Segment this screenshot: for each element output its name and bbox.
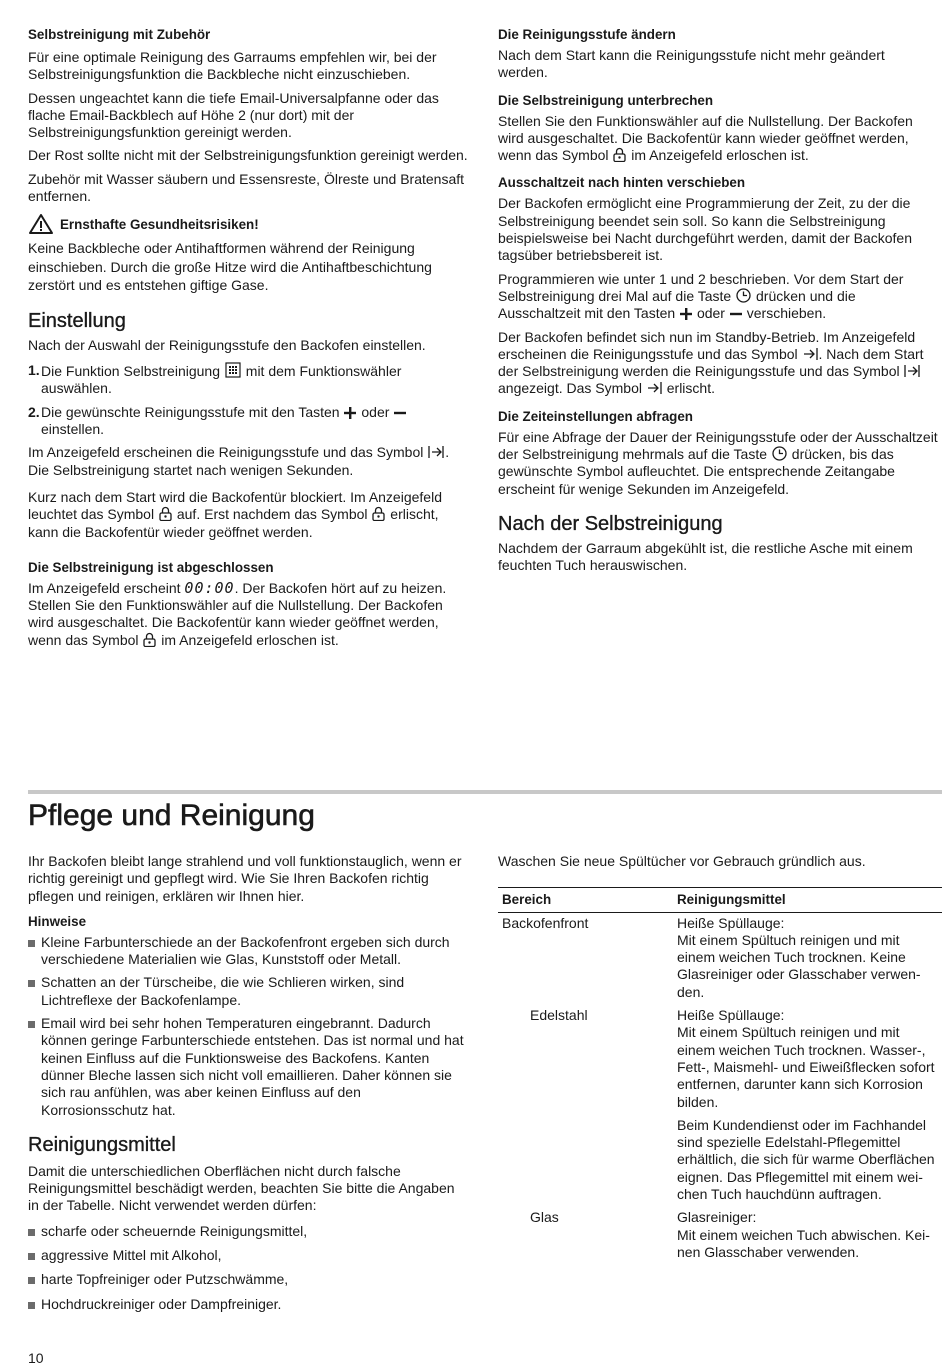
right-column	[498, 26, 938, 575]
warning-title: Ernsthafte Gesundheitsrisiken!	[60, 216, 259, 232]
list-item: Kleine Farbunterschiede an der Backofenfront ergeben sich durch verschiedene Materialien wie Glas, Kunststoff oder Metall.	[28, 934, 468, 969]
bullet-icon	[28, 1021, 35, 1028]
page-title: Pflege und Reinigung	[28, 799, 315, 832]
bullet-icon	[28, 980, 35, 987]
paragraph: Waschen Sie neue Spültücher vor Gebrauch gründlich aus.	[498, 853, 866, 869]
lock-icon	[372, 506, 385, 521]
agent-cell: Heiße Spüllauge: Mit einem Spültuch reinigen und mit einem weichen Tuch trocknen. Keine Glasreiniger oder Glasschaber verwenden.	[677, 914, 921, 1000]
lock-icon	[159, 506, 172, 521]
column-header-area: Bereich	[498, 888, 673, 912]
after-cleaning-title: Nach der Selbstreinigung	[498, 512, 723, 535]
table-header-row	[498, 888, 942, 912]
paragraph: Nach dem Start kann die Reinigungsstufe nicht mehr geändert werden.	[498, 47, 885, 81]
paragraph: Nachdem der Garraum abgekühlt ist, die restliche Asche mit einem feuchten Tuch herauswischen.	[498, 539, 913, 574]
warning-text: Keine Backbleche oder Antihaftformen während der Reinigung einschieben. Durch die große Hitze wird die Antihaftbeschichtung zerstört und es entstehen giftige Gase.	[28, 240, 432, 294]
paragraph: Der Backofen befindet sich nun im Standby-Betrieb. Im Anzeigefeld erscheinen die Reinigungsstufe und das Symbol . Nach dem Start der Selbstreinigung werden die Reinigungsstufe und das Symbol angezeigt. Das Symbol erlischt.	[498, 328, 924, 397]
bullet-icon	[28, 1277, 35, 1284]
section-heading: Die Selbstreinigung unterbrechen	[498, 92, 714, 108]
warning-triangle-icon	[28, 213, 54, 235]
step-item: 2. Die gewünschte Reinigungsstufe mit den Tasten oder einstellen.	[28, 404, 468, 439]
paragraph: Stellen Sie den Funktionswähler auf die Nullstellung. Der Backofen wird ausgeschaltet. Die Backofentür kann wieder geöffnet werden, wenn das Symbol im Anzeigefeld erloschen ist.	[498, 112, 913, 164]
section-divider	[28, 790, 942, 794]
steps-list	[28, 362, 468, 438]
paragraph: Nach der Auswahl der Reinigungsstufe den Backofen einstellen.	[28, 336, 426, 353]
self-cleaning-grid-icon	[225, 362, 241, 378]
clock-icon	[736, 288, 751, 303]
plus-icon	[680, 308, 692, 320]
area-cell: Backofenfront	[502, 914, 589, 931]
paragraph: Im Anzeigefeld erscheint 00:00. Der Backofen hört auf zu heizen. Stellen Sie den Funktionswähler auf die Nullstellung. Der Backofen wird ausgeschaltet. Die Backofentür kann wieder geöffnet werden, wenn das Symbol im Anzeigefeld erloschen ist.	[28, 578, 447, 648]
start-arrow-icon	[904, 364, 920, 378]
section-heading: Selbstreinigung mit Zubehör	[28, 27, 211, 42]
agent-cell: Beim Kundendienst oder im Fachhandel sind spezielle Edelstahl-Pflegemittel erhältlich, die sich für warme Oberflächen eignen. Das Pflegemittel mit einem weichen Tuch hauchdünn auftragen.	[677, 1116, 935, 1203]
paragraph: Der Backofen ermöglicht eine Programmierung der Zeit, zu der die Selbstreinigung beendet sein soll. So kann die Selbstreinigung beispielsweise bei Nacht durchgeführt werden, damit der Backofen tagsüber betriebsbereit ist.	[498, 195, 913, 264]
agent-cell: Glasreiniger: Mit einem weichen Tuch abwischen. Keinen Glasschaber verwenden.	[677, 1209, 930, 1260]
table-row	[498, 1005, 942, 1115]
minus-icon	[394, 407, 406, 419]
section-heading: Ausschaltzeit nach hinten verschieben	[498, 175, 746, 191]
bullet-icon	[28, 940, 35, 947]
column-header-agent: Reinigungsmittel	[673, 888, 942, 912]
bullet-icon	[28, 1253, 35, 1260]
paragraph: Für eine Abfrage der Dauer der Reinigungsstufe oder der Ausschaltzeit der Selbstreinigung mehrmals auf die Taste drücken, bis das gewünschte Symbol aufleuchtet. Die entsprechende Zeitangabe erscheint für wenige Sekunden im Anzeigefeld.	[498, 428, 938, 497]
area-cell	[498, 1115, 673, 1207]
table-row	[498, 912, 942, 1005]
paragraph: Programmieren wie unter 1 und 2 beschrieben. Vor dem Start der Selbstreinigung drei Mal auf die Taste drücken und die Ausschaltzeit mit den Tasten oder verschieben.	[498, 270, 904, 322]
agent-cell: Heiße Spüllauge: Mit einem Spültuch reinigen und mit einem weichen Tuch trocknen. Wasser-, Fett-, Maismehl- und Eiweißflecken sofort entfernen, darunter kann sich Korrosion bilden.	[677, 1007, 935, 1110]
paragraph: Dessen ungeachtet kann die tiefe Email-Universalpfanne oder das flache Email-Backblech auf Höhe 2 (nur dort) mit der Selbstreinigungsfunktion gereinigt werden.	[28, 89, 439, 141]
warning-heading	[28, 213, 468, 235]
area-cell: Glas	[530, 1209, 559, 1226]
list-item: aggressive Mittel mit Alkohol,	[28, 1247, 468, 1264]
paragraph: Kurz nach dem Start wird die Backofentür blockiert. Im Anzeigefeld leuchtet das Symbol auf. Erst nachdem das Symbol erlischt, kann die Backofentür wieder geöffnet werden.	[28, 488, 442, 540]
section-heading: Die Selbstreinigung ist abgeschlossen	[28, 559, 274, 575]
paragraph: Der Rost sollte nicht mit der Selbstreinigungsfunktion gereinigt werden.	[28, 147, 468, 164]
paragraph: Im Anzeigefeld erscheinen die Reinigungsstufe und das Symbol . Die Selbstreinigung startet nach wenigen Sekunden.	[28, 444, 450, 478]
care-right-column	[498, 853, 944, 1265]
lock-icon	[143, 632, 156, 647]
table-row	[498, 1207, 942, 1265]
list-item: scharfe oder scheuernde Reinigungsmittel,	[28, 1223, 468, 1240]
start-arrow-icon	[428, 445, 444, 459]
paragraph: Ihr Backofen bleibt lange strahlend und voll funktionstauglich, wenn er richtig gereinigt und gepflegt wird. Wie Sie Ihren Backofen richtig pflegen und reinigen, erklären wir Ihnen hier.	[28, 853, 462, 904]
list-item: harte Topfreiniger oder Putzschwämme,	[28, 1271, 468, 1288]
table-row	[498, 1115, 942, 1207]
left-column	[28, 26, 468, 649]
section-heading: Die Zeiteinstellungen abfragen	[498, 408, 693, 424]
plus-icon	[344, 407, 356, 419]
bullet-icon	[28, 1302, 35, 1309]
bullet-icon	[28, 1229, 35, 1236]
list-item: Schatten an der Türscheibe, die wie Schlieren wirken, sind Lichtreflexe der Backofenlampe.	[28, 974, 468, 1009]
lock-icon	[613, 147, 626, 162]
section-heading: Die Reinigungsstufe ändern	[498, 27, 676, 42]
list-item: Hochdruckreiniger oder Dampfreiniger.	[28, 1296, 468, 1313]
agents-title: Reinigungsmittel	[28, 1133, 176, 1156]
end-arrow-icon	[803, 347, 818, 361]
page-number: 10	[28, 1350, 44, 1366]
care-left-column	[28, 853, 468, 1313]
end-arrow-icon	[647, 381, 662, 395]
list-item: Email wird bei sehr hohen Temperaturen eingebrannt. Dadurch können geringe Farbunterschiede entstehen. Das ist normal und hat keinen Einfluss auf die Funktionsweise des Backofens. Kanten dünner Bleche lassen sich nicht voll emaillieren. Daher können sie sich rau anfühlen, was aber keinen Einfluss auf den Korrosionsschutz hat.	[28, 1015, 468, 1119]
step-item: 1. Die Funktion Selbstreinigung mit dem Funktionswähler auswählen.	[28, 362, 402, 397]
paragraph: Für eine optimale Reinigung des Garraums empfehlen wir, bei der Selbstreinigungsfunktion die Backbleche nicht einzuschieben.	[28, 49, 437, 83]
forbidden-list	[28, 1223, 468, 1313]
paragraph: Zubehör mit Wasser säubern und Essensreste, Ölreste und Bratensaft entfernen.	[28, 170, 465, 205]
notes-list	[28, 934, 468, 1119]
cleaning-table	[498, 887, 942, 1265]
paragraph: Damit die unterschiedlichen Oberflächen nicht durch falsche Reinigungsmittel beschädigt werden, beachten Sie bitte die Angaben in der Tabelle. Nicht verwendet werden dürfen:	[28, 1162, 455, 1214]
display-readout: 00:00	[184, 578, 235, 597]
einstellung-title: Einstellung	[28, 309, 126, 332]
area-cell: Edelstahl	[530, 1007, 588, 1024]
notes-heading: Hinweise	[28, 913, 87, 929]
minus-icon	[730, 308, 742, 320]
clock-icon	[772, 446, 787, 461]
